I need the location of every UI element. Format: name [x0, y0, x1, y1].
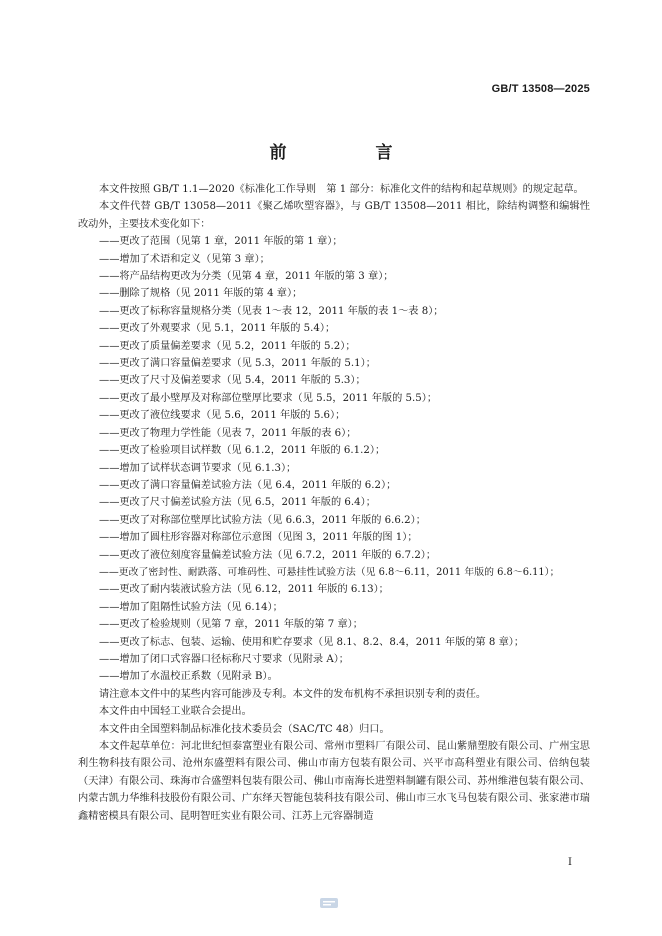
list-item: ——更改了标志、包装、运输、使用和贮存要求（见 8.1、8.2、8.4，2011 年版的第 8 章）； — [99, 636, 525, 648]
list-item: ——更改了耐内装液试验方法（见 6.12，2011 年版的 6.13）； — [99, 584, 389, 596]
list-item: ——更改了标称容量规格分类（见表 1～表 12，2011 年版的表 1～表 8）； — [99, 305, 444, 317]
list-item: ——增加了水温校正系数（见附录 B）。 — [99, 671, 278, 683]
publisher-logo-icon — [320, 898, 338, 908]
paragraph: 本文件代替 GB/T 13058—2011《聚乙烯吹塑容器》，与 GB/T 13508—2011 相比，除结构调整和编辑性改动外，主要技术变化如下： — [78, 201, 590, 230]
list-item: ——更改了检验规则（见第 7 章，2011 年版的第 7 章）； — [99, 619, 363, 631]
paragraph: 请注意本文件中的某些内容可能涉及专利。本文件的发布机构不承担识别专利的责任。 — [99, 688, 487, 700]
list-item: ——更改了满口容量偏差要求（见 5.3，2011 年版的 5.1）； — [99, 358, 376, 370]
list-item: ——更改了密封性、耐跌落、可堆码性、可悬挂性试验方法（见 6.8～6.11，2011 年版的 6.8～6.11）； — [99, 566, 560, 578]
list-item: ——更改了外观要求（见 5.1，2011 年版的 5.4）； — [99, 323, 336, 335]
list-item: ——更改了最小壁厚及对称部位壁厚比要求（见 5.5，2011 年版的 5.5）； — [99, 392, 438, 404]
page-title: 前 言 — [269, 143, 429, 163]
list-item: ——更改了尺寸及偏差要求（见 5.4，2011 年版的 5.3）； — [99, 375, 366, 387]
paragraph: 本文件由中国轻工业联合会提出。 — [99, 706, 252, 718]
list-item: ——删除了规格（见 2011 年版的第 4 章）； — [99, 288, 303, 300]
list-item: ——增加了圆柱形容器对称部位示意图（见图 3，2011 年版的图 1）； — [99, 532, 418, 544]
list-item: ——增加了闭口式容器口径标称尺寸要求（见附录 A）； — [99, 653, 349, 665]
list-item: ——更改了范围（见第 1 章，2011 年版的第 1 章）； — [99, 236, 343, 248]
list-item: ——更改了对称部位壁厚比试验方法（见 6.6.3，2011 年版的 6.6.2）； — [99, 514, 426, 526]
list-item: ——更改了液位刻度容量偏差试验方法（见 6.7.2，2011 年版的 6.7.2）； — [99, 549, 437, 561]
document-body — [78, 181, 590, 825]
list-item: ——更改了物理力学性能（见表 7，2011 年版的表 6）； — [99, 427, 357, 439]
standard-code: GB/T 13508—2025 — [491, 83, 590, 95]
list-item: ——更改了尺寸偏差试验方法（见 6.5，2011 年版的 6.4）； — [99, 497, 376, 509]
paragraph: 本文件按照 GB/T 1.1—2020《标准化工作导则 第 1 部分：标准化文件的结构和起草规则》的规定起草。 — [99, 184, 584, 195]
list-item: ——更改了液位线要求（见 5.6，2011 年版的 5.6）； — [99, 410, 346, 422]
list-item: ——将产品结构更改为分类（见第 4 章，2011 年版的第 3 章）； — [99, 271, 394, 283]
list-item: ——更改了质量偏差要求（见 5.2，2011 年版的 5.2）； — [99, 340, 356, 352]
list-item: ——增加了阻隔性试验方法（见 6.14）； — [99, 601, 283, 613]
paragraph: 本文件由全国塑料制品标准化技术委员会（SAC/TC 48）归口。 — [99, 723, 390, 735]
changes-list — [78, 233, 590, 686]
page-number: I — [568, 857, 572, 868]
list-item: ——增加了试样状态调节要求（见 6.1.3）； — [99, 462, 297, 474]
list-item: ——增加了术语和定义（见第 3 章）； — [99, 253, 270, 265]
list-item: ——更改了满口容量偏差试验方法（见 6.4，2011 年版的 6.2）； — [99, 479, 397, 491]
paragraph: 本文件起草单位：河北世纪恒泰富塑业有限公司、常州市塑料厂有限公司、昆山紫鼎塑胶有限公司、广州宝思利生物科技有限公司、沧州东盛塑料有限公司、佛山市南方包装有限公司、兴平市高科塑业有限公司、倍纳包装（天津）有限公司、珠海市合盛塑料包装有限公司、佛山市南海长进塑料制罐有限公司、苏州维港包装有限公司、内蒙古凯力华维科技股份有限公司、广东绎天智能包装科技有限公司、佛山市三水飞马包装有限公司、张家港市瑞鑫精密模具有限公司、昆明智旺实业有限公司、江苏上元容器制造 — [78, 741, 590, 822]
list-item: ——更改了检验项目试样数（见 6.1.2，2011 年版的 6.1.2）； — [99, 445, 386, 457]
